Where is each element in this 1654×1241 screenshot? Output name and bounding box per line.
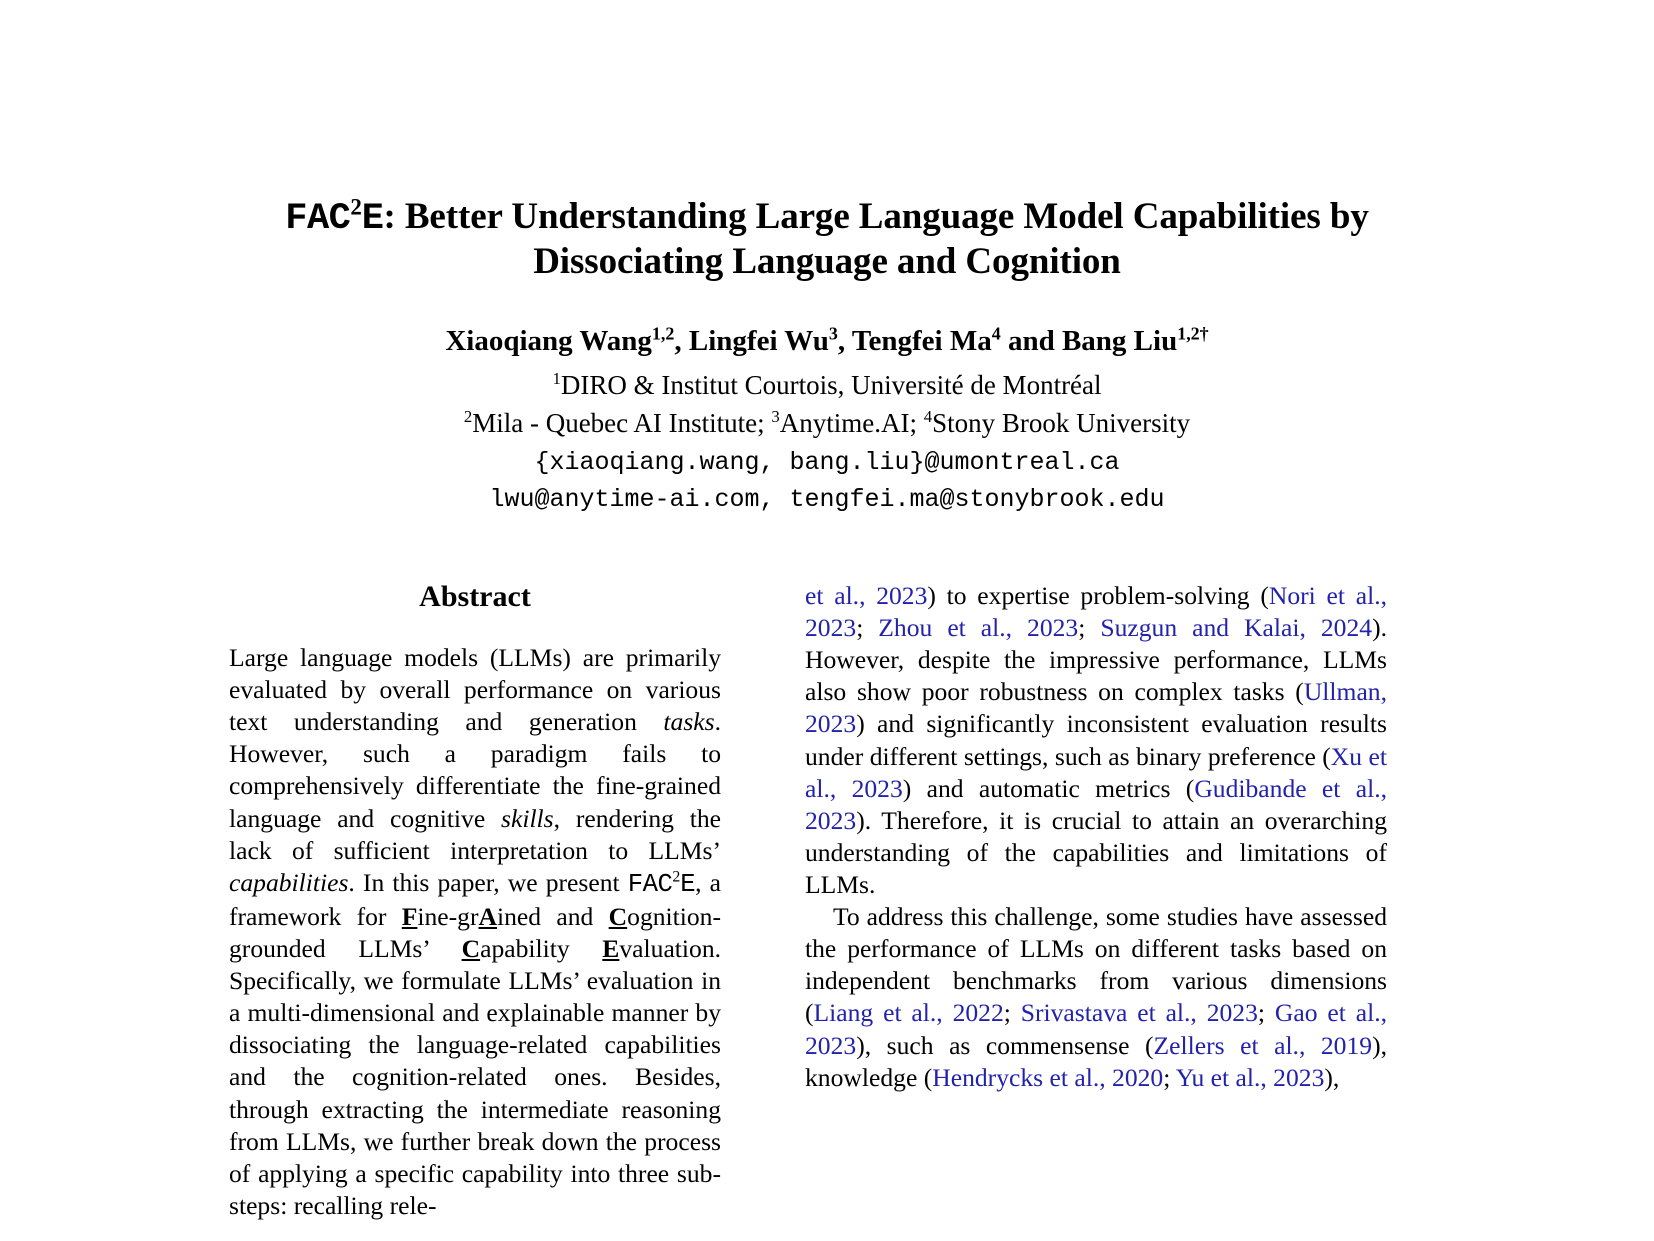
- abstract-acronym-prefix: FAC: [627, 869, 673, 899]
- affiliation-marker: 2: [463, 407, 473, 427]
- citation-link[interactable]: Zellers et al., 2019: [1153, 1030, 1373, 1060]
- author-name: Bang Liu: [1061, 325, 1178, 357]
- intro-seg: ). Therefore, it is crucial to attain an overarching understanding of the capabilities and limitations of LLMs.: [805, 805, 1387, 899]
- intro-seg: ),: [1324, 1062, 1340, 1092]
- intro-paragraph-2: [805, 901, 1387, 1094]
- author-name: Lingfei Wu: [688, 325, 829, 357]
- intro-seg: ;: [1078, 613, 1101, 643]
- abstract-seg: valuation. Specifically, we formulate LLMs’ evaluation in a multi-dimensional and explainable manner by dissociating the language-related capabilities and the cognition-related ones. Besides, through extracting the intermediate reasoning from LLMs, we further break down the process of applying a specific capability into three sub-steps: recalling rele-: [229, 933, 722, 1220]
- acronym-letter-f: F: [401, 901, 418, 931]
- email-line-1: {xiaoqiang.wang, bang.liu}@umontreal.ca: [534, 448, 1120, 477]
- acronym-letter-e: E: [602, 933, 620, 963]
- affiliation-marker: 4: [923, 407, 933, 427]
- intro-seg: To address this challenge, some studies have assessed the performance of LLMs on different tasks based on independent benchmarks from various dimensions (: [805, 902, 1387, 1028]
- abstract-italic-skills: skills: [501, 803, 554, 833]
- title-acronym-prefix: FAC: [285, 198, 351, 240]
- title-block: [227, 196, 1427, 284]
- author-affiliation-marker: 1,2: [651, 323, 675, 344]
- abstract-seg: ined and: [497, 901, 609, 931]
- abstract-acronym-superscript: 2: [672, 868, 681, 886]
- affiliation-block: [227, 366, 1427, 443]
- intro-seg: ), such as commensense (: [856, 1030, 1154, 1060]
- affiliation-text: Stony Brook University: [932, 408, 1191, 439]
- author-name: Xiaoqiang Wang: [445, 325, 652, 357]
- citation-link[interactable]: Xu et al., 2023: [805, 741, 1387, 803]
- author-conjunction: and: [1000, 325, 1062, 357]
- author-separator: ,: [837, 325, 852, 357]
- intro-seg: ). However, despite the impressive performance, LLMs also show poor robustness on complex tasks (: [805, 613, 1387, 707]
- abstract-seg: . However, such a paradigm fails to comprehensively differentiate the fine-grained language and cognitive: [229, 707, 721, 833]
- left-column: [229, 580, 721, 1222]
- abstract-seg: apability: [480, 933, 603, 963]
- email-block: [227, 444, 1427, 518]
- affiliation-line-1: [227, 366, 1427, 404]
- abstract-italic-tasks: tasks: [663, 707, 715, 737]
- intro-seg: ;: [1003, 998, 1021, 1028]
- intro-seg: ) and significantly inconsistent evaluation results under different settings, such as binary preference (: [805, 709, 1387, 771]
- abstract-seg: ognition-grounded LLMs’: [229, 901, 721, 963]
- title-line2: Dissociating Language and Cognition: [533, 240, 1121, 282]
- affiliation-line-2: [227, 404, 1427, 442]
- abstract-seg: Large language models (LLMs) are primarily evaluated by overall performance on various text understanding and generation: [229, 643, 721, 737]
- affiliation-text: DIRO & Institut Courtois, Université de Montréal: [560, 370, 1102, 400]
- author-affiliation-marker: 1,2†: [1177, 323, 1209, 344]
- email-line-2: lwu@anytime-ai.com, tengfei.ma@stonybrook.edu: [489, 485, 1165, 514]
- author-name: Tengfei Ma: [851, 325, 992, 357]
- citation-link[interactable]: Liang et al., 2022: [813, 998, 1004, 1028]
- right-column: [805, 580, 1387, 1094]
- intro-seg: ) to expertise problem-solving (: [927, 581, 1269, 610]
- citation-link[interactable]: Ullman, 2023: [805, 677, 1387, 739]
- abstract-seg: , a framework for: [229, 867, 721, 931]
- abstract-body: [229, 642, 721, 1222]
- intro-seg: ;: [1257, 998, 1275, 1028]
- citation-link[interactable]: Yu et al., 2023: [1175, 1062, 1325, 1092]
- abstract-seg: ine-gr: [417, 901, 479, 931]
- citation-link[interactable]: Zhou et al., 2023: [878, 613, 1079, 643]
- author-affiliation-marker: 4: [991, 323, 1001, 344]
- intro-seg: ;: [856, 613, 879, 643]
- title-line1-rest: : Better Understanding Large Language Model Capabilities by: [383, 196, 1369, 237]
- acronym-letter-c2: C: [461, 933, 481, 963]
- affiliation-text: Mila - Quebec AI Institute;: [472, 408, 765, 439]
- abstract-acronym-suffix: E: [680, 869, 696, 899]
- title-acronym-superscript: 2: [350, 194, 362, 220]
- intro-seg: ;: [1163, 1062, 1176, 1092]
- affiliation-marker: 3: [771, 407, 780, 427]
- intro-seg: ) and automatic metrics (: [902, 773, 1195, 803]
- abstract-seg: . In this paper, we present: [348, 867, 628, 897]
- affiliation-marker: 1: [552, 369, 561, 388]
- citation-link[interactable]: Gao et al., 2023: [805, 998, 1387, 1060]
- title-acronym-suffix: E: [361, 198, 384, 240]
- author-affiliation-marker: 3: [828, 323, 838, 344]
- author-separator: ,: [674, 325, 689, 357]
- abstract-heading: Abstract: [419, 580, 531, 613]
- abstract-italic-capabilities: capabilities: [229, 867, 349, 897]
- acronym-letter-c1: C: [608, 901, 628, 931]
- intro-seg: ), knowledge (: [805, 1030, 1387, 1092]
- acronym-letter-a: A: [478, 901, 497, 931]
- citation-link[interactable]: Gudibande et al., 2023: [805, 773, 1387, 835]
- page-title: [227, 196, 1427, 284]
- affiliation-text: Anytime.AI;: [779, 408, 918, 439]
- citation-link[interactable]: Srivastava et al., 2023: [1020, 998, 1258, 1028]
- abstract-seg: , rendering the lack of sufficient interpretation to LLMs’: [229, 803, 721, 865]
- author-list: [227, 323, 1427, 357]
- citation-link[interactable]: et al., 2023: [805, 581, 928, 610]
- citation-link[interactable]: Suzgun and Kalai, 2024: [1100, 613, 1373, 643]
- citation-link[interactable]: Hendrycks et al., 2020: [932, 1062, 1164, 1092]
- citation-link[interactable]: Nori et al., 2023: [805, 581, 1387, 643]
- intro-paragraph-1: [805, 580, 1387, 901]
